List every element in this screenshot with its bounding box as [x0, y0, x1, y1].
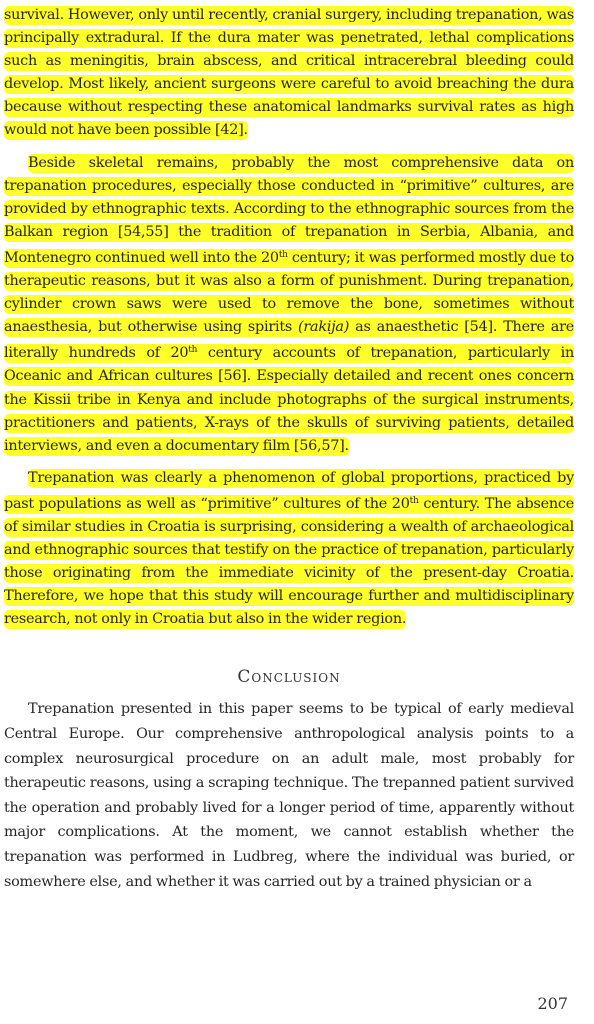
page-body [4, 4, 574, 894]
paragraph-conclusion: Trepanation presented in this paper seems to be typical of early medieval Central Europe. Our comprehensive anthropological analysis points to a complex neurosurgical procedure on an adult male, most probably for therapeutic reasons, using a scraping technique. The trepanned patient survived the operation and probably lived for a longer period of time, apparently without major complications. At the moment, we cannot establish whether the trepanation was performed in Ludbreg, where the individual was buried, or somewhere else, and whether it was carried out by a trained physician or a [4, 701, 574, 890]
page-number: 207 [537, 994, 568, 1013]
section-heading: Conclusion [237, 667, 341, 688]
superscript: th [278, 249, 288, 260]
highlighted-text [4, 154, 574, 456]
highlighted-text [4, 469, 574, 630]
superscript: th [188, 345, 198, 356]
text-run: century. The absence of similar studies in Croatia is surprising, considering a wealth of archaeological and ethnographic sources that testify on the practice of trepanation, particularly those originating from the immediate vicinity of the present-day Croatia. Therefore, we hope that this study will encourage further and multidisciplinary research, not only in Croatia but also in the wider region. [4, 495, 574, 628]
highlighted-text: survival. However, only until recently, cranial surgery, including trepanation, was principally extradural. If the dura mater was penetrated, lethal complications such as meningitis, brain abscess, and critical intracerebral bleeding could develop. Most likely, ancient surgeons were careful to avoid breaching the dura because without respecting these anatomical landmarks survival rates as high would not have been possible [42]. [4, 7, 574, 139]
text-run: Beside skeletal remains, probably the most comprehensive data on trepanation procedures, especially those conducted in “primitive” cultures, are provided by ethnographic texts. According to the ethnographic sources from the Balkan region [54,55] the tradition of trepanation in Serbia, Albania, and Montenegro continued well into the 20 [4, 154, 574, 266]
text-run: century; it was performed mostly due to therapeutic reasons, but it was also a form of punishment. During trepanation, cylinder crown saws were used to remove the bone, sometimes without anaesthesia, but otherwise using spirits [4, 249, 574, 336]
text-run: as anaesthetic [54]. There are literally hundreds of 20 [4, 319, 574, 362]
paragraph-survival [4, 4, 574, 143]
superscript: th [409, 495, 419, 506]
text-run: Trepanation was clearly a phenomenon of global proportions, practiced by past populations as well as “primitive” cultures of the 20 [4, 469, 574, 512]
italic-term: (rakija) [298, 319, 350, 336]
paragraph-global [4, 467, 574, 632]
paragraph-ethnographic [4, 152, 574, 458]
text-run: century accounts of trepanation, particularly in Oceanic and African cultures [56]. Especially detailed and recent ones concern the Kissii tribe in Kenya and include photographs of the surgical instruments, practitioners and patients, X-rays of the skulls of surviving patients, detailed interviews, and even a documentary film [56,57]. [4, 345, 574, 454]
